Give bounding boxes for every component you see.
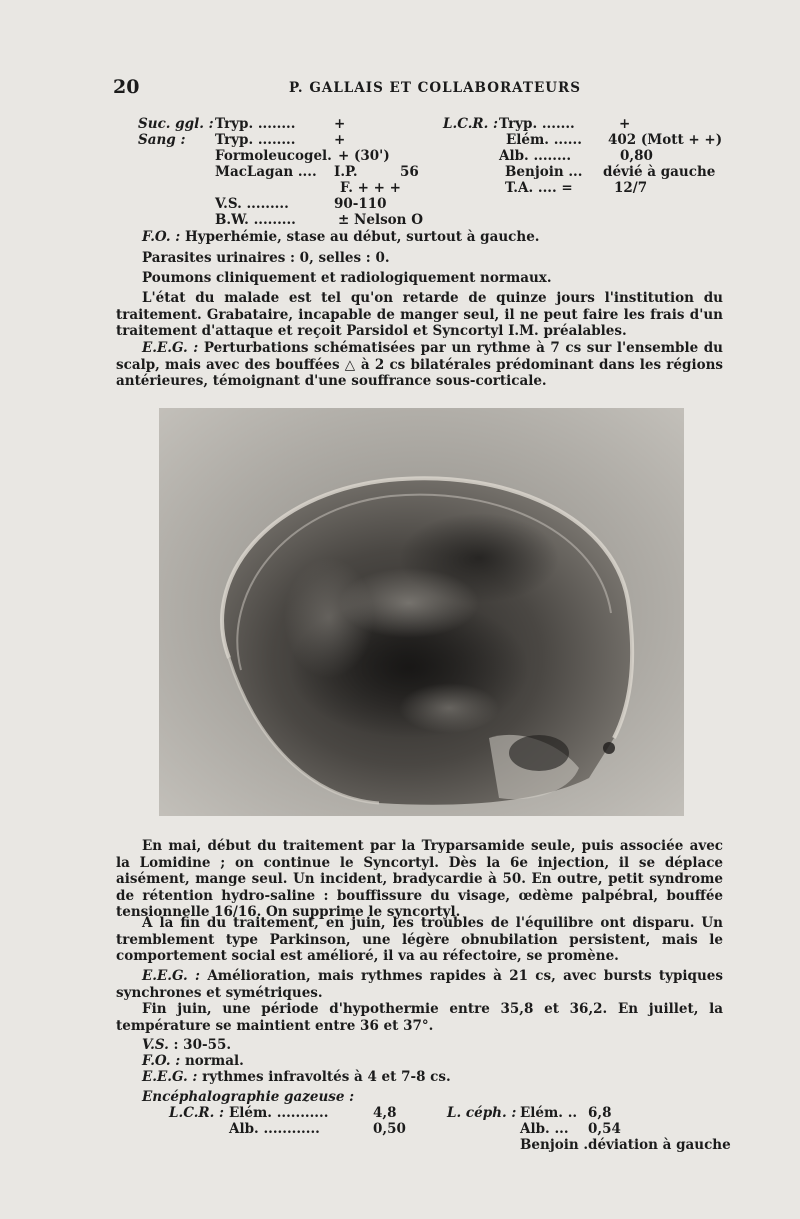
lab-left-value-2: + (30') xyxy=(338,148,390,164)
fin-juin-text: Fin juin, une période d'hypothermie entre 35,8 et 36,2. En juillet, la température se maintient entre 36 et 37°. xyxy=(116,1001,723,1034)
lab-right-name-2: Alb. ........ xyxy=(499,148,572,164)
skull-xray-image xyxy=(159,408,684,816)
lab-right-name-0: Tryp. ....... xyxy=(499,116,575,132)
enc-ceph-name-1: Alb. ... xyxy=(520,1121,569,1137)
poumons-text: Poumons cliniquement et radiologiquement normaux. xyxy=(142,270,552,286)
eeg2-label: E.E.G. : xyxy=(142,968,201,984)
encephalo-heading: Encéphalographie gazeuse : xyxy=(142,1089,355,1105)
running-title: P. GALLAIS ET COLLABORATEURS xyxy=(289,80,581,96)
lab-left-value-0: + xyxy=(334,116,346,132)
lab-left-name-5: V.S. ......... xyxy=(215,196,289,212)
lab-left-name-2: Formoleucogel. xyxy=(215,148,332,164)
page-number: 20 xyxy=(113,76,140,98)
lab-right-name-4: T.A. .... = xyxy=(505,180,573,196)
lab-left-value-1: + xyxy=(334,132,346,148)
lab-right-value-3: dévié à gauche xyxy=(603,164,716,180)
lab-right-name-3: Benjoin ... xyxy=(505,164,583,180)
eeg-paragraph xyxy=(116,340,723,390)
fo2-line xyxy=(142,1053,244,1070)
fin-juin-paragraph xyxy=(116,1001,723,1034)
fin-traitement-text: A la fin du traitement, en juin, les troubles de l'équilibre ont disparu. Un tremblement type Parkinson, une légère obnubilation persistent, mais le comportement social est amélioré, il va au réfectoire, se promène. xyxy=(116,915,723,964)
enc-lcr-name-1: Alb. ............ xyxy=(229,1121,320,1137)
eeg-text: Perturbations schématisées par un rythme à 7 cs sur l'ensemble du scalp, mais avec des bouffées △ à 2 cs bilatérales prédominant dans les régions antérieures, témoignant d'une souffrance sous-corticale. xyxy=(116,340,723,389)
enc-ceph-value-1: 0,54 xyxy=(588,1121,621,1137)
enc-ceph-name-0: Elém. .. xyxy=(520,1105,578,1121)
fo2-text: normal. xyxy=(184,1053,244,1069)
lcr-label: L.C.R. : xyxy=(443,116,499,132)
lab-left-value-3: I.P. xyxy=(334,164,358,180)
fo-paragraph xyxy=(116,229,723,246)
etat-paragraph xyxy=(116,290,723,340)
lab-right-value-4: 12/7 xyxy=(614,180,648,196)
lab-left-name-0: Tryp. ........ xyxy=(215,116,296,132)
lab-left-name-1: Tryp. ........ xyxy=(215,132,296,148)
vs-line xyxy=(142,1037,231,1054)
sang-label: Sang : xyxy=(138,132,186,148)
enc-ceph-label: L. céph. : xyxy=(447,1105,517,1121)
mai-paragraph xyxy=(116,838,723,921)
enc-lcr-name-0: Elém. ........... xyxy=(229,1105,329,1121)
fin-traitement-paragraph xyxy=(116,915,723,965)
mai-text: En mai, début du traitement par la Tryparsamide seule, puis associée avec la Lomidine ; on continue le Syncortyl. Dès la 6e injection, il se déplace aisément, mange seul. Un incident, bradycardie à 50. En outre, petit syndrome de rétention hydro-saline : bouffissure du visage, œdème palpébral, bouffée tensionnelle 16/16. On supprime le syncortyl. xyxy=(116,838,723,920)
enc-ceph-name-2: Benjoin . xyxy=(520,1137,589,1153)
parasites-text: Parasites urinaires : 0, selles : 0. xyxy=(142,250,390,266)
lab-right-value-1: 402 (Mott + +) xyxy=(608,132,723,148)
fo2-label: F.O. : xyxy=(142,1053,181,1069)
eeg3-line xyxy=(142,1069,451,1086)
eeg3-label: E.E.G. : xyxy=(142,1069,198,1085)
eeg2-text: Amélioration, mais rythmes rapides à 21 cs, avec bursts typiques synchrones et symétriques. xyxy=(116,968,723,1001)
enc-ceph-value-2: déviation à gauche xyxy=(588,1137,731,1153)
enc-lcr-label: L.C.R. : xyxy=(169,1105,225,1121)
lab-left-value-6: ± Nelson O xyxy=(338,212,423,228)
enc-ceph-value-0: 6,8 xyxy=(588,1105,612,1121)
eeg2-paragraph xyxy=(116,968,723,1001)
suc-ggl-label: Suc. ggl. : xyxy=(138,116,214,132)
etat-text: L'état du malade est tel qu'on retarde de quinze jours l'institution du traitement. Grabataire, incapable de manger seul, il ne peut faire les frais d'un traitement d'attaque et reçoit Parsidol et Syncortyl I.M. préalables. xyxy=(116,290,723,339)
lab-left-value-4: F. + + + xyxy=(340,180,401,196)
eeg-label: E.E.G. : xyxy=(142,340,199,356)
enc-lcr-value-0: 4,8 xyxy=(373,1105,397,1121)
enc-lcr-value-1: 0,50 xyxy=(373,1121,406,1137)
parasites-paragraph xyxy=(116,250,723,267)
lab-left-value-5: 90-110 xyxy=(334,196,387,212)
lab-right-value-2: 0,80 xyxy=(620,148,653,164)
poumons-paragraph xyxy=(116,270,723,287)
lab-left-value2-3: 56 xyxy=(400,164,419,180)
lab-left-name-3: MacLagan .... xyxy=(215,164,317,180)
fo-label: F.O. : xyxy=(142,229,181,245)
lab-right-value-0: + xyxy=(619,116,631,132)
skull-xray-figure xyxy=(159,408,684,816)
vs-text: : 30-55. xyxy=(173,1037,232,1053)
eeg3-text: rythmes infravoltés à 4 et 7-8 cs. xyxy=(202,1069,451,1085)
fo-text: Hyperhémie, stase au début, surtout à gauche. xyxy=(184,229,540,245)
lab-left-name-6: B.W. ......... xyxy=(215,212,296,228)
lab-right-name-1: Elém. ...... xyxy=(506,132,582,148)
vs-label: V.S. xyxy=(142,1037,169,1053)
